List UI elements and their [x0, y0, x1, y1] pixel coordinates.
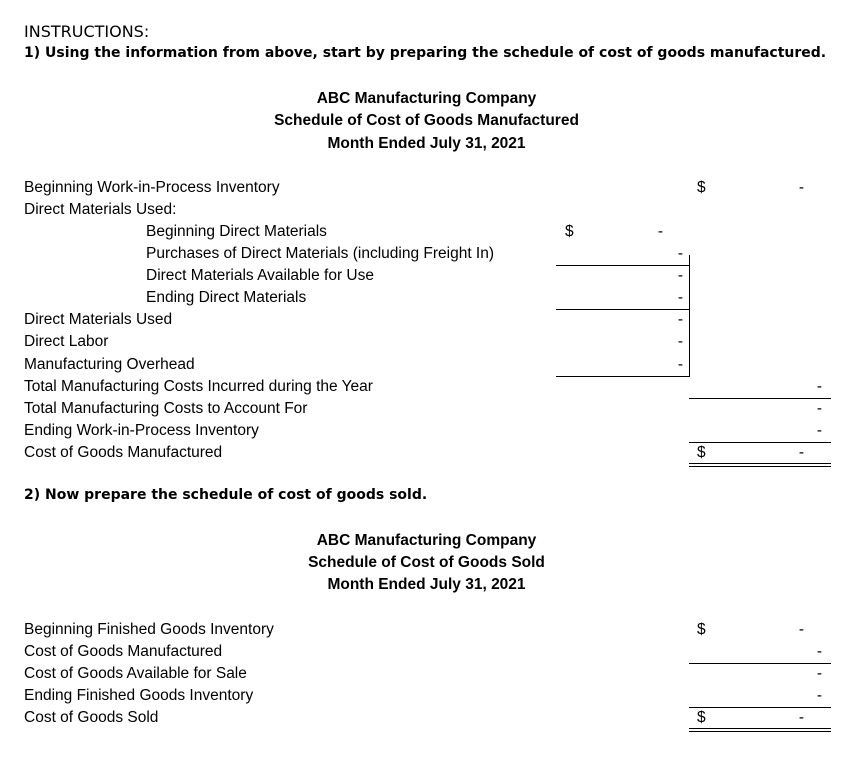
- row-total-incurred: Total Manufacturing Costs Incurred during the Year: [24, 378, 373, 395]
- underline-ending-dm: [556, 309, 690, 310]
- underline-purchases-dm: [556, 265, 690, 266]
- instruction-step-2: 2) Now prepare the schedule of cost of goods sold.: [24, 487, 428, 503]
- cogm-schedule-title: Schedule of Cost of Goods Manufactured: [274, 112, 579, 129]
- double-underline-cogs: [689, 728, 831, 732]
- value-cogs[interactable]: -: [798, 709, 804, 726]
- value-dm-used[interactable]: -: [677, 311, 683, 328]
- row-cogm: Cost of Goods Manufactured: [24, 444, 223, 461]
- value-beginning-dm[interactable]: -: [657, 223, 663, 240]
- row-ending-dm: Ending Direct Materials: [146, 289, 307, 306]
- currency-cogm: $: [697, 444, 706, 461]
- row-mfg-overhead: Manufacturing Overhead: [24, 356, 195, 373]
- value-purchases-dm[interactable]: -: [677, 245, 683, 262]
- value-ending-fg[interactable]: -: [816, 687, 822, 704]
- value-cogs-cogm[interactable]: -: [816, 643, 822, 660]
- value-total-account[interactable]: -: [816, 400, 822, 417]
- row-dm-used-header: Direct Materials Used:: [24, 201, 177, 218]
- column-separator: [689, 255, 690, 376]
- row-cogs-cogm: Cost of Goods Manufactured: [24, 643, 223, 660]
- value-beginning-fg[interactable]: -: [798, 621, 804, 638]
- row-direct-labor: Direct Labor: [24, 333, 109, 350]
- row-available: Cost of Goods Available for Sale: [24, 665, 247, 682]
- underline-total-incurred: [689, 398, 831, 399]
- row-total-account: Total Manufacturing Costs to Account For: [24, 400, 308, 417]
- row-purchases-dm: Purchases of Direct Materials (including Freight In): [146, 245, 495, 262]
- row-dm-used: Direct Materials Used: [24, 311, 173, 328]
- currency-beginning-dm: $: [565, 223, 574, 240]
- instructions-title: INSTRUCTIONS:: [24, 22, 150, 41]
- currency-beginning-fg: $: [697, 621, 706, 638]
- row-cogs: Cost of Goods Sold: [24, 709, 159, 726]
- row-beginning-wip: Beginning Work-in-Process Inventory: [24, 179, 280, 196]
- row-beginning-dm: Beginning Direct Materials: [146, 223, 327, 240]
- currency-beginning-wip: $: [697, 179, 706, 196]
- value-total-incurred[interactable]: -: [816, 378, 822, 395]
- underline-cogs-cogm: [689, 663, 831, 664]
- row-beginning-fg: Beginning Finished Goods Inventory: [24, 621, 274, 638]
- value-dm-available[interactable]: -: [677, 267, 683, 284]
- row-dm-available: Direct Materials Available for Use: [146, 267, 374, 284]
- underline-ending-fg: [689, 707, 831, 708]
- value-mfg-overhead[interactable]: -: [677, 356, 683, 373]
- underline-ending-wip: [689, 442, 831, 443]
- row-ending-wip: Ending Work-in-Process Inventory: [24, 422, 259, 439]
- value-cogm[interactable]: -: [798, 444, 804, 461]
- value-direct-labor[interactable]: -: [677, 333, 683, 350]
- currency-cogs: $: [697, 709, 706, 726]
- cogs-schedule-title: Schedule of Cost of Goods Sold: [308, 554, 545, 571]
- underline-mfg-overhead: [556, 376, 690, 377]
- cogs-period: Month Ended July 31, 2021: [327, 576, 526, 593]
- row-ending-fg: Ending Finished Goods Inventory: [24, 687, 254, 704]
- cogm-company-name: ABC Manufacturing Company: [316, 90, 537, 107]
- instruction-step-1: 1) Using the information from above, start by preparing the schedule of cost of goods manufactured.: [24, 45, 827, 61]
- cogm-period: Month Ended July 31, 2021: [327, 135, 526, 152]
- value-ending-dm[interactable]: -: [677, 289, 683, 306]
- double-underline-cogm: [689, 463, 831, 467]
- value-beginning-wip[interactable]: -: [798, 179, 804, 196]
- cogs-company-name: ABC Manufacturing Company: [316, 532, 537, 549]
- value-ending-wip[interactable]: -: [816, 422, 822, 439]
- value-available[interactable]: -: [816, 665, 822, 682]
